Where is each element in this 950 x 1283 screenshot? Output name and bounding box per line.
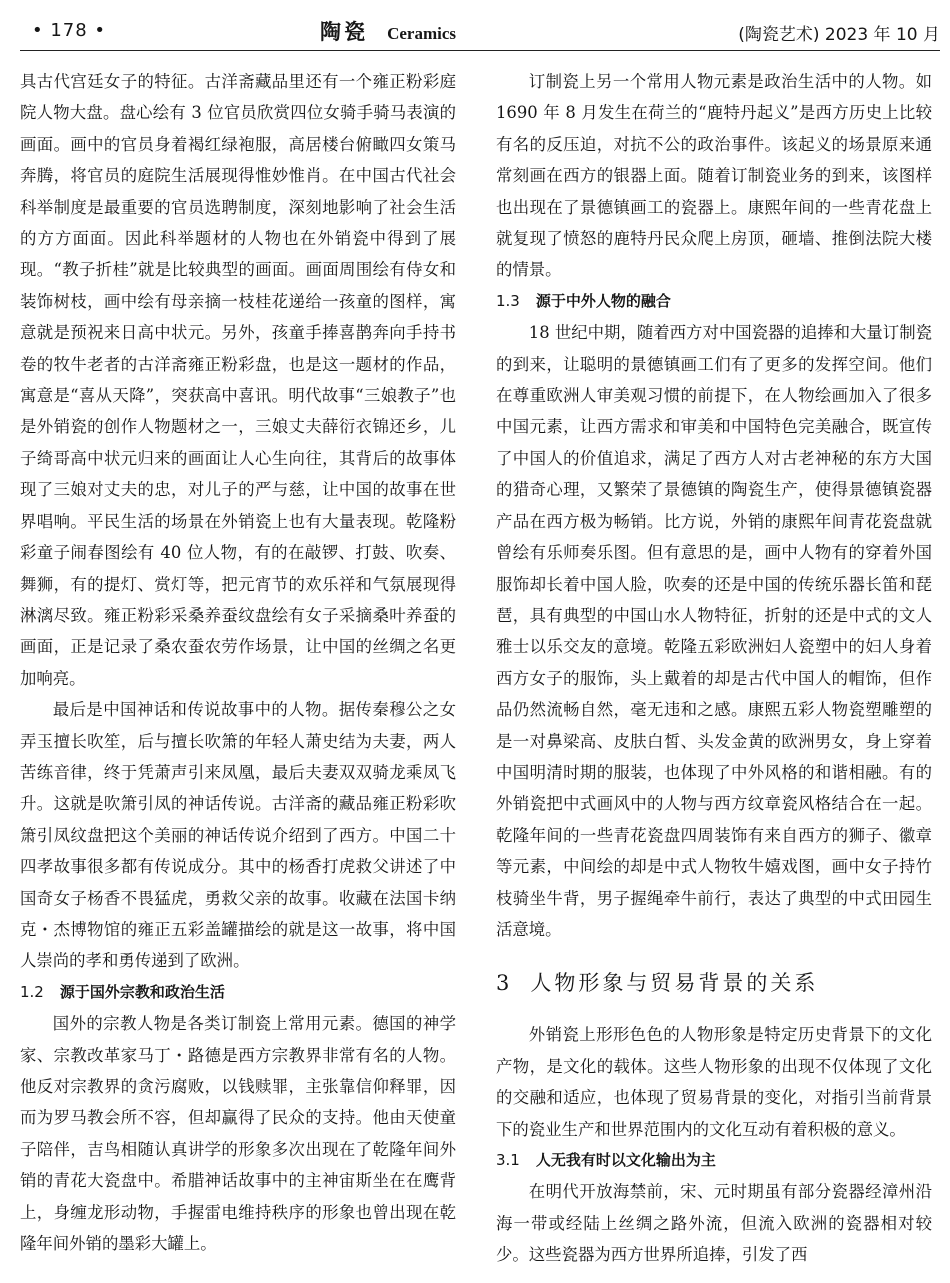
subsection-title: 人无我有时以文化输出为主 [535,1151,716,1169]
section-title: 人物形象与贸易背景的关系 [530,971,819,996]
subsection-title: 源于国外宗教和政治生活 [59,982,225,1001]
subsection-number: 1.2 [20,982,44,1001]
paragraph: 订制瓷上另一个常用人物元素是政治生活中的人物。如 1690 年 8 月发生在荷兰的“鹿特丹起义”是西方历史上比较有名的反压迫，对抗不公的政治事件。该起义的场景原来通常刻画在西方的银器上面。随着订制瓷业务的到来，该图样也出现在了景德镇画工的瓷器上。康熙年间的一些青花盘上就复现了愤怒的鹿特丹民众爬上房顶，砸墙、推倒法院大楼的情景。 [496,72,932,280]
paragraph: 具古代宫廷女子的特征。古洋斋藏品里还有一个雍正粉彩庭院人物大盘。盘心绘有 3 位官员欣赏四位女骑手骑马表演的画面。画中的官员身着褐红绿袍服，高居楼台俯瞰四女策马奔腾，将官员的庭院生活展现得惟妙惟肖。在中国古代社会科举制度是最重要的官员选聘制度，深刻地影响了社会生活的方方面面。因此科举题材的人物也在外销瓷中得到了展现。“教子折桂”就是比较典型的画面。画面周围绘有侍女和装饰树枝，画中绘有母亲摘一枝桂花递给一孩童的图样，寓意就是预祝来日高中状元。另外，孩童手捧喜鹊奔向手持书卷的牧牛老者的古洋斋雍正粉彩盘，也是这一题材的作品，寓意是“喜从天降”，突获高中喜讯。明代故事“三娘教子”也是外销瓷的创作人物题材之一，三娘丈夫薛衍衣锦还乡，儿子绮哥高中状元归来的画面让人心生向往，其背后的故事体现了三娘对丈夫的忠，对儿子的严与慈，让中国的故事在世界唱响。平民生活的场景在外销瓷上也有大量表现。乾隆粉彩童子闹春图绘有 40 位人物，有的在敲锣、打鼓、吹奏、舞狮，有的提灯、赏灯等，把元宵节的欢乐祥和气氛展现得淋漓尽致。雍正粉彩采桑养蚕纹盘绘有女子采摘桑叶养蚕的画面，正是记录了桑农蚕农劳作场景，让中国的丝绸之名更加响亮。 [20,72,456,688]
paragraph: 外销瓷上形形色色的人物形象是特定历史背景下的文化产物，是文化的载体。这些人物形象的出现不仅体现了文化的交融和适应，也体现了贸易背景的变化，对指引当前背景下的瓷业生产和世界范围内的文化互动有着积极的意义。 [496,1025,932,1139]
subsection-heading-1-2 [20,977,456,1008]
section-heading-3 [496,963,932,1003]
subsection-number: 1.3 [496,291,520,310]
subsection-heading-1-3 [496,286,932,317]
subsection-heading-3-1 [496,1145,932,1176]
subsection-number: 3.1 [496,1151,520,1169]
paragraph: 18 世纪中期，随着西方对中国瓷器的追捧和大量订制瓷的到来，让聪明的景德镇画工们有了更多的发挥空间。他们在尊重欧洲人审美观习惯的前提下，在人物绘画加入了很多中国元素，让西方需求和审美和中国特色完美融合，既宣传了中国人的价值追求，满足了西方人对古老神秘的东方大国的猎奇心理，又繁荣了景德镇的陶瓷生产，使得景德镇瓷器产品在西方极为畅销。比方说，外销的康熙年间青花瓷盘就曾绘有乐师奏乐图。但有意思的是，画中人物有的穿着外国服饰却长着中国人脸，吹奏的还是中国的传统乐器长笛和琵琶，具有典型的中国山水人物特征，折射的还是中式的文人雅士以乐交友的意境。乾隆五彩欧洲妇人瓷塑中的妇人身着西方女子的服饰，头上戴着的却是古代中国人的帽饰，但作品仍然流畅自然，毫无违和之感。康熙五彩人物瓷塑雕塑的是一对鼻梁高、皮肤白皙、头发金黄的欧洲男女，身上穿着中国明清时期的服装，也体现了中外风格的和谐相融。有的外销瓷把中式画风中的人物与西方纹章瓷风格结合在一起。乾隆年间的一些青花瓷盘四周装饰有来自西方的狮子、徽章等元素，中间绘的却是中式人物牧牛嬉戏图，画中女子持竹枝骑坐牛背，男子握绳牵牛前行，表达了典型的中式田园生活意境。 [496,323,932,939]
page-number: • 178 • [32,20,107,41]
journal-title-en: Ceramics [387,24,457,43]
journal-title [320,16,456,46]
header-rule [20,50,940,51]
right-column [496,66,932,1276]
paragraph: 最后是中国神话和传说故事中的人物。据传秦穆公之女弄玉擅长吹笙，后与擅长吹箫的年轻人萧史结为夫妻，两人苦练音律，终于凭萧声引来凤凰，最后夫妻双双骑龙乘凤飞升。这就是吹箫引凤的神话传说。古洋斋的藏品雍正粉彩吹箫引凤纹盘把这个美丽的神话传说介绍到了西方。中国二十四孝故事很多都有传说成分。其中的杨香打虎救父讲述了中国奇女子杨香不畏猛虎，勇救父亲的故事。收藏在法国卡纳克・杰博物馆的雍正五彩盖罐描绘的就是这一故事，将中国人崇尚的孝和勇传递到了欧洲。 [20,700,456,971]
section-number: 3 [496,971,513,996]
subsection-title: 源于中外人物的融合 [535,291,671,310]
left-column [20,66,456,1276]
journal-title-cn: 陶瓷 [320,20,368,44]
paragraph: 在明代开放海禁前，宋、元时期虽有部分瓷器经漳州沿海一带或经陆上丝绸之路外流，但流入欧洲的瓷器相对较少。这些瓷器为西方世界所追捧，引发了西 [496,1182,932,1265]
issue-info: (陶瓷艺术) 2023 年 10 月 [738,25,940,45]
paragraph: 国外的宗教人物是各类订制瓷上常用元素。德国的神学家、宗教改革家马丁・路德是西方宗教界非常有名的人物。他反对宗教界的贪污腐败，以钱赎罪，主张靠信仰释罪，因而为罗马教会所不容，但却赢得了民众的支持。他由天使童子陪伴，吉鸟相随认真讲学的形象多次出现在了乾隆年间外销的青花大瓷盘中。希腊神话故事中的主神宙斯坐在在鹰背上，身缠龙形动物，手握雷电维持秩序的形象也曾出现在乾隆年间外销的墨彩大罐上。 [20,1014,456,1254]
running-header [20,14,940,50]
